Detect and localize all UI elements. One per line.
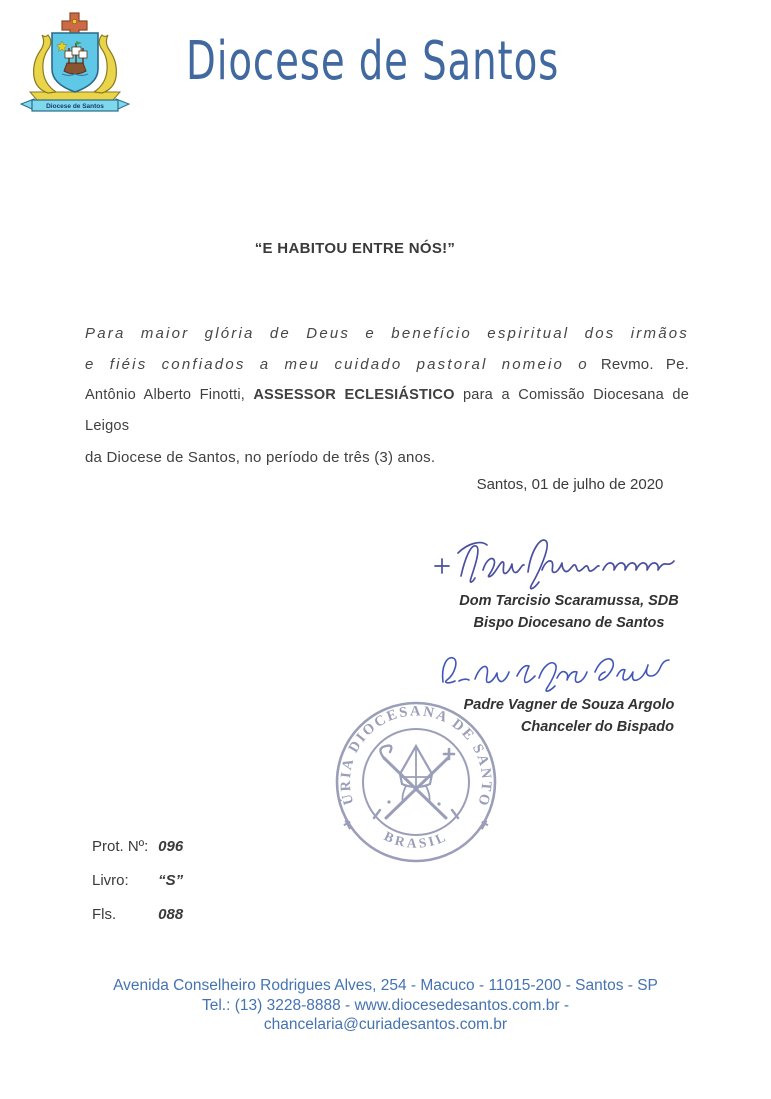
protocol-row: [92, 838, 183, 872]
signer-role: Bispo Diocesano de Santos: [473, 615, 665, 631]
letter-body: [85, 318, 689, 473]
seal-cross-left-icon: ✝: [339, 815, 357, 835]
seal-arc-label: CÚRIA DIOCESANA DE SANTOS: [337, 703, 495, 810]
protocol-number-label: Prot. Nº:: [92, 838, 149, 855]
crest-banner-text: Diocese de Santos: [46, 103, 104, 110]
signer-name: Dom Tarcisio Scaramussa, SDB: [459, 593, 679, 609]
crest-shield: [52, 33, 98, 92]
footer-address: Avenida Conselheiro Rodrigues Alves, 254 - Macuco - 11015-200 - Santos - SP: [113, 977, 658, 994]
bishop-signature-handwriting: [425, 528, 710, 596]
footer-phone-website: Tel.: (13) 3228-8888 - www.diocesedesantos.com.br -: [201, 996, 569, 1014]
protocol-row: [92, 906, 183, 940]
book-value: “S”: [158, 872, 184, 889]
crest-ribbon-banner: [21, 99, 129, 111]
body-line-4: [85, 442, 689, 473]
protocol-row: [92, 872, 183, 906]
protocol-number-value: 096: [158, 838, 184, 855]
body-script-text: e fiéis confiados a meu cuidado pastoral nomeio o: [85, 356, 589, 373]
seal-cross-right-icon: ✝: [475, 815, 493, 835]
seal-mitre-icon: [400, 746, 432, 803]
footer-email: chancelaria@curiadesantos.com.br: [263, 1016, 508, 1033]
body-regular-text: Revmo. Pe.: [600, 356, 689, 373]
appointee-name: Antônio Alberto Finotti,: [85, 387, 246, 403]
page-title: Diocese de Santos: [186, 30, 560, 93]
chancellor-signature-handwriting: [433, 646, 693, 698]
body-script-text: Para maior glória de Deus e benefício espiritual dos irmãos: [85, 325, 689, 342]
body-regular-text: para a Comissão Diocesana de Leigos: [85, 387, 690, 434]
body-line-3: [85, 380, 689, 442]
body-line-1: [85, 318, 689, 349]
crest-base: [30, 92, 120, 100]
seal-bottom-label: BRASIL: [381, 828, 451, 851]
bishop-signature-block: [444, 590, 694, 634]
body-line-2: [85, 349, 689, 380]
protocol-block: [92, 838, 183, 940]
appointment-title: ASSESSOR ECLESIÁSTICO: [253, 387, 455, 403]
letterhead-footer: [0, 976, 771, 1035]
signer-name: Padre Vagner de Souza Argolo: [463, 697, 675, 713]
date-line: Santos, 01 de julho de 2020: [476, 476, 664, 493]
signer-role: Chanceler do Bispado: [520, 719, 674, 735]
sheet-label: Fls.: [92, 906, 117, 923]
signature-cross-icon: [435, 559, 449, 573]
body-regular-text: da Diocese de Santos, no período de três (3) anos.: [85, 449, 436, 466]
diocese-coat-of-arms: [12, 8, 138, 114]
letter-motto: “E HABITOU ENTRE NÓS!”: [254, 240, 456, 257]
book-label: Livro:: [92, 872, 129, 889]
sheet-value: 088: [158, 906, 184, 923]
curia-round-seal: [332, 698, 500, 866]
